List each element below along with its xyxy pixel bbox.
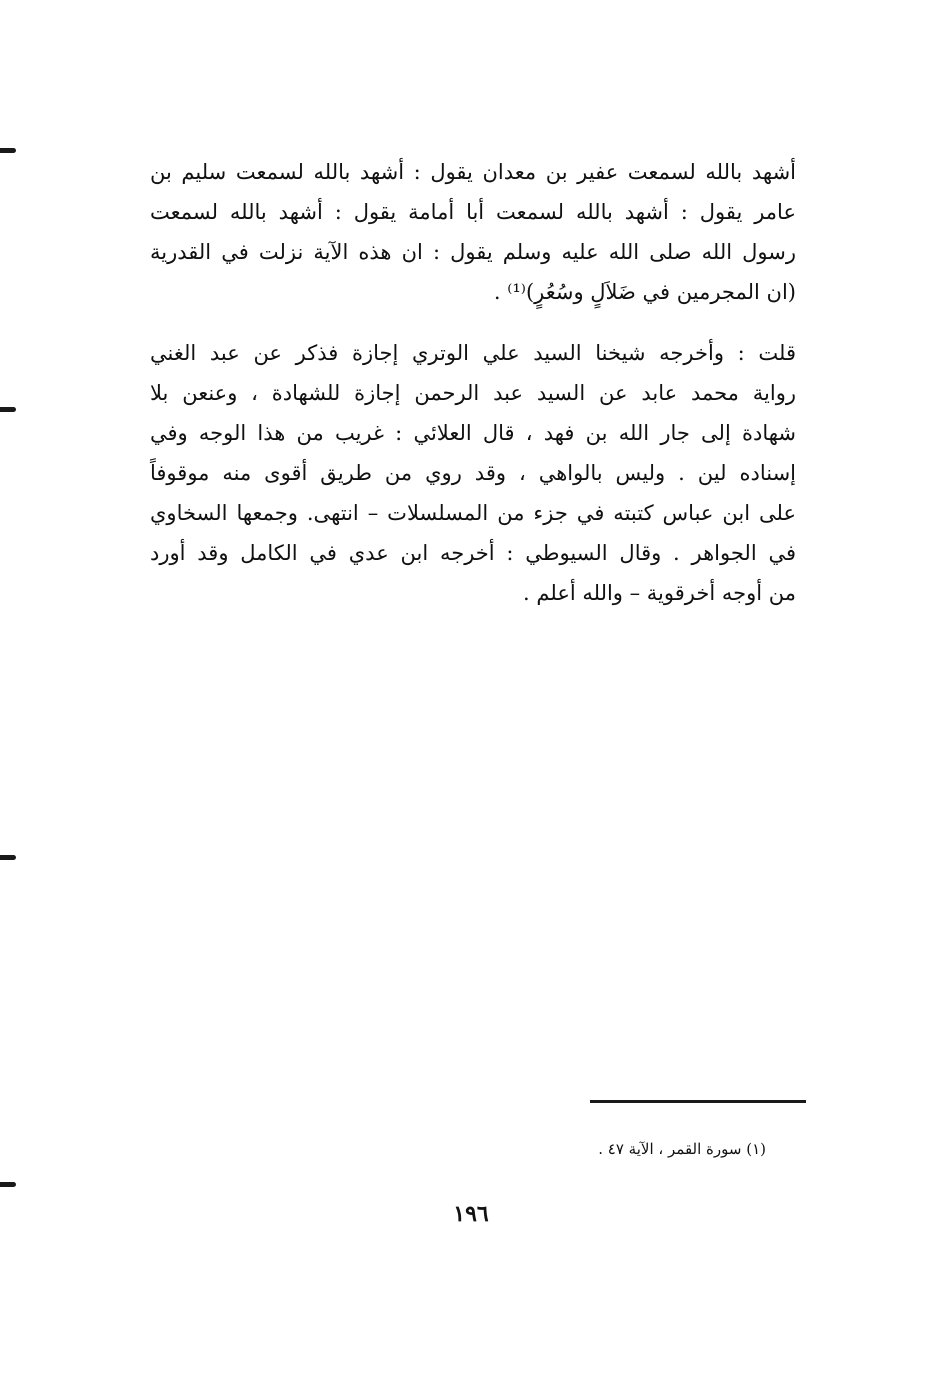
footnote-separator <box>590 1100 806 1103</box>
text-line: من أوجه أخرقوية – والله أعلم . <box>523 581 796 605</box>
binding-mark <box>0 407 16 412</box>
text-line: أشهد بالله لسمعت عفير بن معدان يقول : أشهد بالله لسمعت سليم بن <box>150 160 796 184</box>
text-line: رواية محمد عابد عن السيد عبد الرحمن إجازة للشهادة ، وعنعن بلا <box>150 381 796 405</box>
text-line: عامر يقول : أشهد بالله لسمعت أبا أمامة يقول : أشهد بالله لسمعت <box>150 200 796 224</box>
text-line: إسناده لين . وليس بالواهي ، وقد روي من طريق أقوى منه موقوفاً <box>150 461 796 485</box>
binding-mark <box>0 148 16 153</box>
text-line: قلت : وأخرجه شيخنا السيد علي الوتري إجازة فذكر عن عبد الغني <box>150 341 796 365</box>
text-line: في الجواهر . وقال السيوطي : أخرجه ابن عدي في الكامل وقد أورد <box>150 541 796 565</box>
body-paragraph-2 <box>150 333 796 613</box>
page-number: ١٩٦ <box>453 1201 489 1227</box>
binding-mark <box>0 855 16 860</box>
footnote: (١) سورة القمر ، الآية ٤٧ . <box>598 1140 766 1158</box>
text-line: على ابن عباس كتبته في جزء من المسلسلات – انتهى. وجمعها السخاوي <box>150 501 796 525</box>
text-line: شهادة إلى جار الله بن فهد ، قال العلائي : غريب من هذا الوجه وفي <box>150 421 796 445</box>
text-line: (ان المجرمين في ضَلاَلٍ وسُعُرٍ)⁽¹⁾ . <box>493 280 796 304</box>
body-paragraph-1 <box>150 152 796 312</box>
text-line: رسول الله صلى الله عليه وسلم يقول : ان هذه الآية نزلت في القدرية <box>150 240 796 264</box>
binding-mark <box>0 1182 16 1187</box>
